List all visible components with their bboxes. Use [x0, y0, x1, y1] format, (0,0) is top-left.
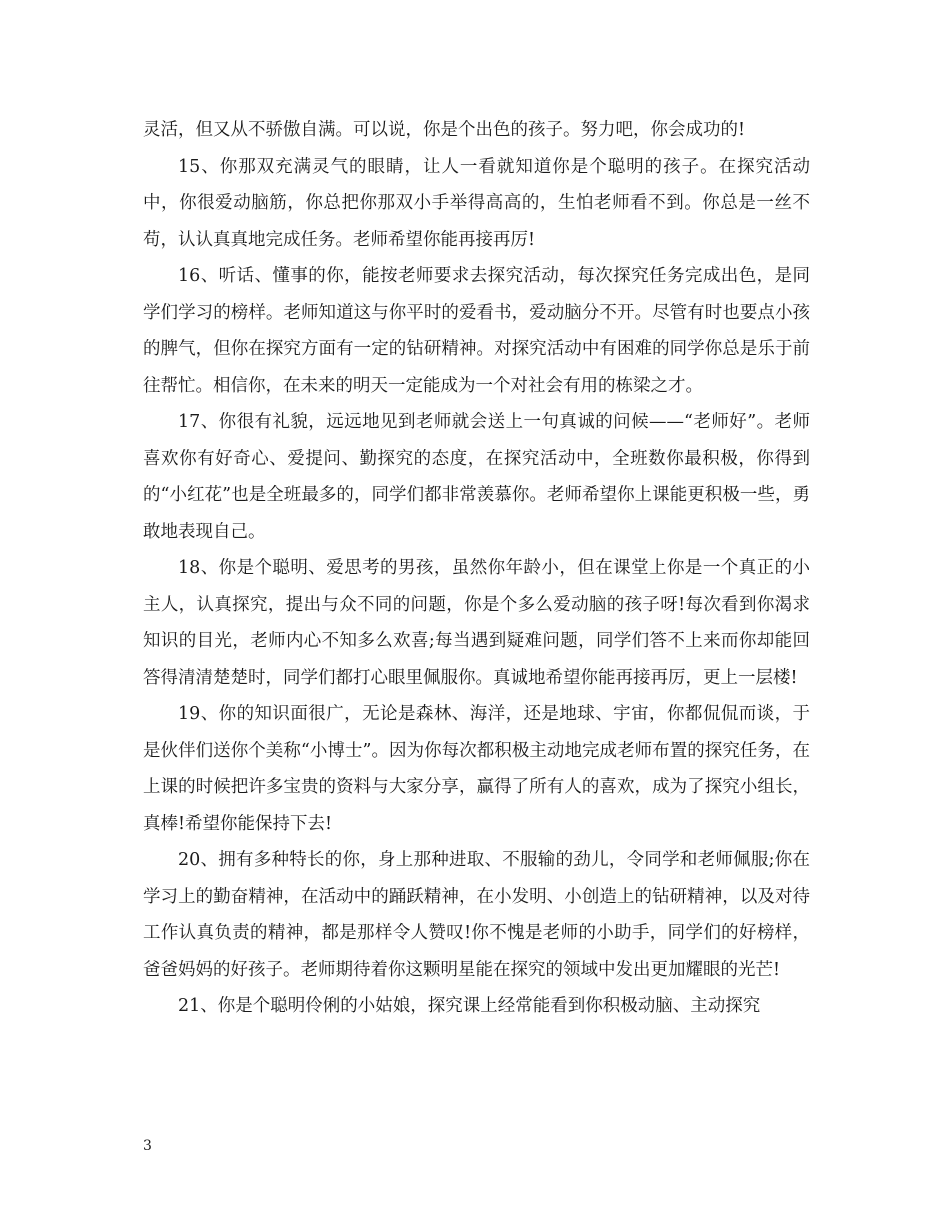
document-body — [143, 112, 810, 1025]
paragraph-21-start: 21、你是个聪明伶俐的小姑娘，探究课上经常能看到你积极动脑、主动探究 — [178, 996, 761, 1016]
paragraph-14-continuation: 灵活，但又从不骄傲自满。可以说，你是个出色的孩子。努力吧，你会成功的! — [143, 120, 746, 140]
paragraph-17: 17、你很有礼貌，远远地见到老师就会送上一句真诚的问候——“老师好”。老师喜欢你有好奇心、爱提问、勤探究的态度，在探究活动中，全班数你最积极，你得到的“小红花”也是全班最多的，同学们都非常羡慕你。老师希望你上课能更积极一些，勇敢地表现自己。 — [143, 412, 810, 542]
paragraph-19: 19、你的知识面很广，无论是森林、海洋，还是地球、宇宙，你都侃侃而谈，于是伙伴们送你个美称“小博士”。因为你每次都积极主动地完成老师布置的探究任务，在上课的时候把许多宝贵的资料与大家分享，赢得了所有人的喜欢，成为了探究小组长，真棒!希望你能保持下去! — [143, 704, 810, 834]
paragraph-20: 20、拥有多种特长的你，身上那种进取、不服输的劲儿，令同学和老师佩服;你在学习上的勤奋精神，在活动中的踊跃精神，在小发明、小创造上的钻研精神，以及对待工作认真负责的精神，都是那样令人赞叹!你不愧是老师的小助手，同学们的好榜样，爸爸妈妈的好孩子。老师期待着你这颗明星能在探究的领域中发出更加耀眼的光芒! — [143, 850, 810, 980]
paragraph-15: 15、你那双充满灵气的眼睛，让人一看就知道你是个聪明的孩子。在探究活动中，你很爱动脑筋，你总把你那双小手举得高高的，生怕老师看不到。你总是一丝不苟，认认真真地完成任务。老师希望你能再接再厉! — [143, 156, 810, 250]
paragraph-16: 16、听话、懂事的你，能按老师要求去探究活动，每次探究任务完成出色，是同学们学习的榜样。老师知道这与你平时的爱看书，爱动脑分不开。尽管有时也要点小孩的脾气，但你在探究方面有一定的钻研精神。对探究活动中有困难的同学你总是乐于前往帮忙。相信你，在未来的明天一定能成为一个对社会有用的栋梁之才。 — [143, 266, 810, 396]
page-number: 3 — [143, 1138, 152, 1154]
paragraph-18: 18、你是个聪明、爱思考的男孩，虽然你年龄小，但在课堂上你是一个真正的小主人，认真探究，提出与众不同的问题，你是个多么爱动脑的孩子呀!每次看到你渴求知识的目光，老师内心不知多么欢喜;每当遇到疑难问题，同学们答不上来而你却能回答得清清楚楚时，同学们都打心眼里佩服你。真诚地希望你能再接再厉，更上一层楼! — [143, 558, 810, 688]
